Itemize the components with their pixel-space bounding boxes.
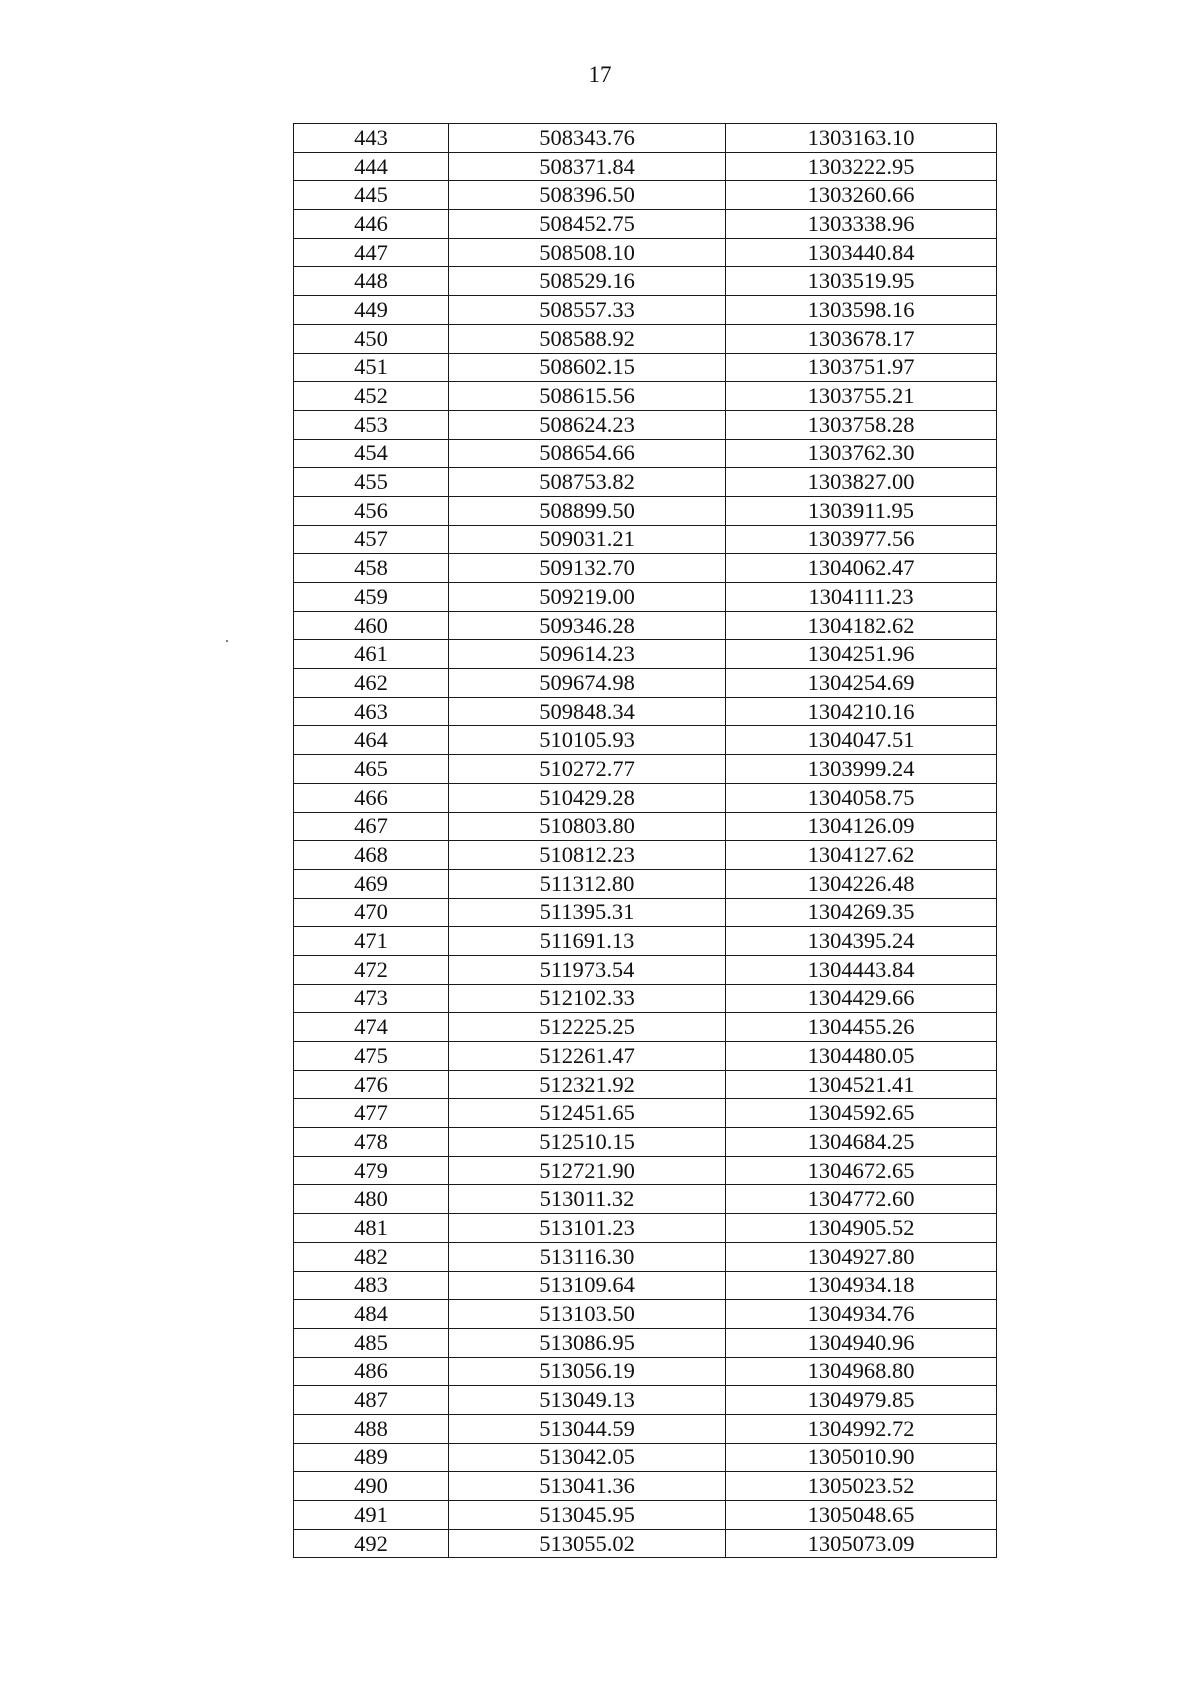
table-row	[294, 1443, 997, 1472]
y-coordinate-cell: 1304126.09	[726, 812, 997, 841]
x-coordinate-cell: 513086.95	[449, 1328, 726, 1357]
y-coordinate-cell: 1305048.65	[726, 1501, 997, 1530]
x-coordinate-cell: 510803.80	[449, 812, 726, 841]
x-coordinate-cell: 509219.00	[449, 583, 726, 612]
y-coordinate-cell: 1304062.47	[726, 554, 997, 583]
table-row	[294, 1242, 997, 1271]
y-coordinate-cell: 1304254.69	[726, 669, 997, 698]
point-number-cell: 467	[294, 812, 449, 841]
table-row	[294, 841, 997, 870]
table-row	[294, 1156, 997, 1185]
y-coordinate-cell: 1304934.18	[726, 1271, 997, 1300]
table-row	[294, 726, 997, 755]
table-row	[294, 697, 997, 726]
point-number-cell: 479	[294, 1156, 449, 1185]
y-coordinate-cell: 1304455.26	[726, 1013, 997, 1042]
x-coordinate-cell: 508396.50	[449, 181, 726, 210]
point-number-cell: 491	[294, 1501, 449, 1530]
point-number-cell: 492	[294, 1529, 449, 1558]
x-coordinate-cell: 508343.76	[449, 124, 726, 153]
x-coordinate-cell: 509031.21	[449, 525, 726, 554]
point-number-cell: 472	[294, 955, 449, 984]
point-number-cell: 475	[294, 1042, 449, 1071]
point-number-cell: 483	[294, 1271, 449, 1300]
x-coordinate-cell: 509346.28	[449, 611, 726, 640]
point-number-cell: 445	[294, 181, 449, 210]
point-number-cell: 463	[294, 697, 449, 726]
table-row	[294, 1501, 997, 1530]
y-coordinate-cell: 1304934.76	[726, 1300, 997, 1329]
y-coordinate-cell: 1303260.66	[726, 181, 997, 210]
x-coordinate-cell: 512225.25	[449, 1013, 726, 1042]
point-number-cell: 473	[294, 984, 449, 1013]
y-coordinate-cell: 1304672.65	[726, 1156, 997, 1185]
y-coordinate-cell: 1304226.48	[726, 869, 997, 898]
point-number-cell: 478	[294, 1128, 449, 1157]
point-number-cell: 480	[294, 1185, 449, 1214]
point-number-cell: 477	[294, 1099, 449, 1128]
table-row	[294, 1099, 997, 1128]
x-coordinate-cell: 513049.13	[449, 1386, 726, 1415]
point-number-cell: 456	[294, 496, 449, 525]
table-row	[294, 124, 997, 153]
table-row	[294, 783, 997, 812]
point-number-cell: 488	[294, 1414, 449, 1443]
table-row	[294, 640, 997, 669]
x-coordinate-cell: 508452.75	[449, 210, 726, 239]
x-coordinate-cell: 513055.02	[449, 1529, 726, 1558]
table-row	[294, 955, 997, 984]
y-coordinate-cell: 1305023.52	[726, 1472, 997, 1501]
coordinates-table-body	[294, 124, 997, 1558]
y-coordinate-cell: 1303977.56	[726, 525, 997, 554]
y-coordinate-cell: 1304968.80	[726, 1357, 997, 1386]
page-number: 17	[588, 62, 612, 87]
x-coordinate-cell: 508624.23	[449, 410, 726, 439]
x-coordinate-cell: 510812.23	[449, 841, 726, 870]
point-number-cell: 443	[294, 124, 449, 153]
table-row	[294, 755, 997, 784]
x-coordinate-cell: 513044.59	[449, 1414, 726, 1443]
point-number-cell: 481	[294, 1214, 449, 1243]
point-number-cell: 448	[294, 267, 449, 296]
table-row	[294, 1300, 997, 1329]
y-coordinate-cell: 1305010.90	[726, 1443, 997, 1472]
point-number-cell: 446	[294, 210, 449, 239]
x-coordinate-cell: 508588.92	[449, 324, 726, 353]
point-number-cell: 485	[294, 1328, 449, 1357]
y-coordinate-cell: 1304992.72	[726, 1414, 997, 1443]
x-coordinate-cell: 513045.95	[449, 1501, 726, 1530]
x-coordinate-cell: 508508.10	[449, 238, 726, 267]
x-coordinate-cell: 508529.16	[449, 267, 726, 296]
y-coordinate-cell: 1304182.62	[726, 611, 997, 640]
x-coordinate-cell: 508602.15	[449, 353, 726, 382]
y-coordinate-cell: 1304429.66	[726, 984, 997, 1013]
table-row	[294, 611, 997, 640]
x-coordinate-cell: 511691.13	[449, 927, 726, 956]
table-row	[294, 1414, 997, 1443]
y-coordinate-cell: 1304127.62	[726, 841, 997, 870]
table-row	[294, 984, 997, 1013]
table-row	[294, 439, 997, 468]
point-number-cell: 457	[294, 525, 449, 554]
table-row	[294, 1214, 997, 1243]
y-coordinate-cell: 1304521.41	[726, 1070, 997, 1099]
x-coordinate-cell: 512451.65	[449, 1099, 726, 1128]
y-coordinate-cell: 1303440.84	[726, 238, 997, 267]
table-row	[294, 382, 997, 411]
x-coordinate-cell: 511395.31	[449, 898, 726, 927]
y-coordinate-cell: 1305073.09	[726, 1529, 997, 1558]
point-number-cell: 451	[294, 353, 449, 382]
table-row	[294, 1042, 997, 1071]
point-number-cell: 489	[294, 1443, 449, 1472]
point-number-cell: 486	[294, 1357, 449, 1386]
x-coordinate-cell: 508615.56	[449, 382, 726, 411]
table-row	[294, 525, 997, 554]
scan-speck	[226, 640, 228, 642]
table-row	[294, 324, 997, 353]
y-coordinate-cell: 1303519.95	[726, 267, 997, 296]
y-coordinate-cell: 1303999.24	[726, 755, 997, 784]
point-number-cell: 464	[294, 726, 449, 755]
y-coordinate-cell: 1303751.97	[726, 353, 997, 382]
point-number-cell: 476	[294, 1070, 449, 1099]
table-row	[294, 812, 997, 841]
y-coordinate-cell: 1304927.80	[726, 1242, 997, 1271]
y-coordinate-cell: 1304684.25	[726, 1128, 997, 1157]
y-coordinate-cell: 1304058.75	[726, 783, 997, 812]
x-coordinate-cell: 513041.36	[449, 1472, 726, 1501]
x-coordinate-cell: 512321.92	[449, 1070, 726, 1099]
point-number-cell: 459	[294, 583, 449, 612]
table-row	[294, 898, 997, 927]
table-row	[294, 554, 997, 583]
y-coordinate-cell: 1303222.95	[726, 152, 997, 181]
table-row	[294, 1529, 997, 1558]
x-coordinate-cell: 513042.05	[449, 1443, 726, 1472]
y-coordinate-cell: 1303755.21	[726, 382, 997, 411]
table-row	[294, 468, 997, 497]
point-number-cell: 447	[294, 238, 449, 267]
point-number-cell: 468	[294, 841, 449, 870]
point-number-cell: 461	[294, 640, 449, 669]
y-coordinate-cell: 1304395.24	[726, 927, 997, 956]
y-coordinate-cell: 1304251.96	[726, 640, 997, 669]
y-coordinate-cell: 1303827.00	[726, 468, 997, 497]
point-number-cell: 487	[294, 1386, 449, 1415]
y-coordinate-cell: 1303762.30	[726, 439, 997, 468]
table-row	[294, 410, 997, 439]
y-coordinate-cell: 1303911.95	[726, 496, 997, 525]
table-row	[294, 583, 997, 612]
table-row	[294, 267, 997, 296]
table-row	[294, 181, 997, 210]
x-coordinate-cell: 513116.30	[449, 1242, 726, 1271]
x-coordinate-cell: 512721.90	[449, 1156, 726, 1185]
table-row	[294, 238, 997, 267]
y-coordinate-cell: 1304772.60	[726, 1185, 997, 1214]
point-number-cell: 458	[294, 554, 449, 583]
y-coordinate-cell: 1304940.96	[726, 1328, 997, 1357]
y-coordinate-cell: 1303678.17	[726, 324, 997, 353]
coordinates-table	[293, 123, 997, 1558]
y-coordinate-cell: 1303758.28	[726, 410, 997, 439]
x-coordinate-cell: 513056.19	[449, 1357, 726, 1386]
point-number-cell: 454	[294, 439, 449, 468]
table-row	[294, 1271, 997, 1300]
table-row	[294, 496, 997, 525]
x-coordinate-cell: 512510.15	[449, 1128, 726, 1157]
y-coordinate-cell: 1304480.05	[726, 1042, 997, 1071]
y-coordinate-cell: 1304047.51	[726, 726, 997, 755]
table-row	[294, 152, 997, 181]
x-coordinate-cell: 508753.82	[449, 468, 726, 497]
table-row	[294, 296, 997, 325]
x-coordinate-cell: 508557.33	[449, 296, 726, 325]
point-number-cell: 444	[294, 152, 449, 181]
point-number-cell: 484	[294, 1300, 449, 1329]
point-number-cell: 469	[294, 869, 449, 898]
x-coordinate-cell: 509614.23	[449, 640, 726, 669]
y-coordinate-cell: 1303163.10	[726, 124, 997, 153]
x-coordinate-cell: 509848.34	[449, 697, 726, 726]
x-coordinate-cell: 512261.47	[449, 1042, 726, 1071]
point-number-cell: 470	[294, 898, 449, 927]
x-coordinate-cell: 510272.77	[449, 755, 726, 784]
x-coordinate-cell: 509132.70	[449, 554, 726, 583]
table-row	[294, 1128, 997, 1157]
point-number-cell: 450	[294, 324, 449, 353]
x-coordinate-cell: 508371.84	[449, 152, 726, 181]
y-coordinate-cell: 1304443.84	[726, 955, 997, 984]
x-coordinate-cell: 511312.80	[449, 869, 726, 898]
table-row	[294, 353, 997, 382]
point-number-cell: 474	[294, 1013, 449, 1042]
table-row	[294, 669, 997, 698]
x-coordinate-cell: 511973.54	[449, 955, 726, 984]
table-row	[294, 1357, 997, 1386]
x-coordinate-cell: 513101.23	[449, 1214, 726, 1243]
point-number-cell: 452	[294, 382, 449, 411]
table-row	[294, 210, 997, 239]
table-row	[294, 1328, 997, 1357]
point-number-cell: 462	[294, 669, 449, 698]
table-row	[294, 1070, 997, 1099]
x-coordinate-cell: 513011.32	[449, 1185, 726, 1214]
y-coordinate-cell: 1304979.85	[726, 1386, 997, 1415]
point-number-cell: 490	[294, 1472, 449, 1501]
table-row	[294, 1386, 997, 1415]
table-row	[294, 1472, 997, 1501]
point-number-cell: 455	[294, 468, 449, 497]
point-number-cell: 460	[294, 611, 449, 640]
x-coordinate-cell: 508654.66	[449, 439, 726, 468]
table-row	[294, 927, 997, 956]
y-coordinate-cell: 1303338.96	[726, 210, 997, 239]
y-coordinate-cell: 1304592.65	[726, 1099, 997, 1128]
y-coordinate-cell: 1304210.16	[726, 697, 997, 726]
point-number-cell: 471	[294, 927, 449, 956]
y-coordinate-cell: 1304111.23	[726, 583, 997, 612]
point-number-cell: 482	[294, 1242, 449, 1271]
x-coordinate-cell: 509674.98	[449, 669, 726, 698]
point-number-cell: 453	[294, 410, 449, 439]
point-number-cell: 449	[294, 296, 449, 325]
table-row	[294, 1185, 997, 1214]
point-number-cell: 466	[294, 783, 449, 812]
y-coordinate-cell: 1304905.52	[726, 1214, 997, 1243]
table-row	[294, 869, 997, 898]
y-coordinate-cell: 1303598.16	[726, 296, 997, 325]
x-coordinate-cell: 508899.50	[449, 496, 726, 525]
x-coordinate-cell: 510105.93	[449, 726, 726, 755]
x-coordinate-cell: 512102.33	[449, 984, 726, 1013]
x-coordinate-cell: 513103.50	[449, 1300, 726, 1329]
y-coordinate-cell: 1304269.35	[726, 898, 997, 927]
point-number-cell: 465	[294, 755, 449, 784]
x-coordinate-cell: 513109.64	[449, 1271, 726, 1300]
table-row	[294, 1013, 997, 1042]
x-coordinate-cell: 510429.28	[449, 783, 726, 812]
